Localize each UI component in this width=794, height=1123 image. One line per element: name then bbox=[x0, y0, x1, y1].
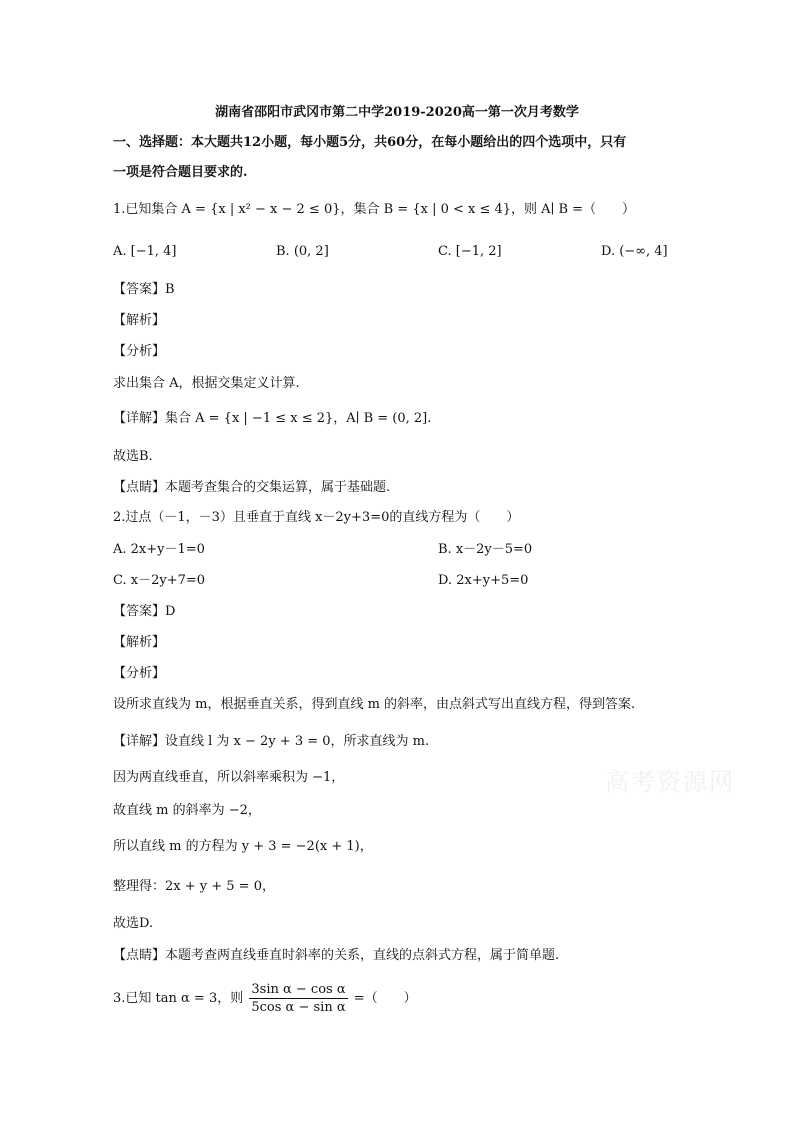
q1-option-b: B. (0, 2] bbox=[276, 244, 329, 259]
section-heading-line2: 一项是符合题目要求的. bbox=[113, 165, 248, 180]
q3-stem bbox=[113, 981, 417, 1017]
q1-option-c: C. [−1, 2] bbox=[438, 244, 502, 259]
q1-detail: 【详解】集合 A = {x | −1 ≤ x ≤ 2}，A∣ B = (0, 2]. bbox=[113, 411, 432, 426]
q1-comment: 【点睛】本题考查集合的交集运算，属于基础题. bbox=[113, 480, 391, 495]
q1-stem: 1.已知集合 A = {x | x² − x − 2 ≤ 0}，集合 B = {x | 0 < x ≤ 4}，则 A∣ B =（ ） bbox=[113, 202, 636, 217]
q3-denominator: 5cos α − sin α bbox=[251, 1000, 346, 1015]
q2-fenxi-label: 【分析】 bbox=[113, 666, 166, 681]
q2-option-b: B. x－2y－5=0 bbox=[438, 542, 533, 557]
q1-analysis: 求出集合 A，根据交集定义计算. bbox=[113, 376, 300, 391]
q1-option-d: D. (−∞, 4] bbox=[601, 244, 668, 259]
q3-numerator: 3sin α − cos α bbox=[251, 982, 346, 997]
q1-option-a: A. [−1, 4] bbox=[113, 244, 177, 259]
q1-answer: 【答案】B bbox=[113, 282, 175, 297]
q1-jiexi-label: 【解析】 bbox=[113, 313, 166, 328]
q2-option-c: C. x－2y+7=0 bbox=[113, 573, 206, 588]
q2-option-d: D. 2x+y+5=0 bbox=[438, 573, 529, 588]
q2-jiexi-label: 【解析】 bbox=[113, 635, 166, 650]
q3-fraction bbox=[249, 981, 347, 1016]
q3-suffix: =（ ） bbox=[353, 991, 417, 1006]
q2-answer: 【答案】D bbox=[113, 604, 176, 619]
q2-option-a: A. 2x+y－1=0 bbox=[113, 542, 205, 557]
q1-fenxi-label: 【分析】 bbox=[113, 344, 166, 359]
q2-step-1: 因为两直线垂直，所以斜率乘积为 −1， bbox=[113, 770, 345, 785]
q2-detail: 【详解】设直线 l 为 x − 2y + 3 = 0，所求直线为 m. bbox=[113, 734, 430, 749]
q2-choose: 故选D. bbox=[113, 916, 154, 931]
q2-stem: 2.过点（－1，－3）且垂直于直线 x－2y+3=0的直线方程为（ ） bbox=[113, 510, 520, 525]
q2-comment: 【点睛】本题考查两直线垂直时斜率的关系，直线的点斜式方程，属于简单题. bbox=[113, 948, 560, 963]
page-title: 湖南省邵阳市武冈市第二中学2019-2020高一第一次月考数学 bbox=[215, 105, 579, 120]
q2-step-4: 整理得：2x + y + 5 = 0， bbox=[113, 879, 275, 894]
q2-step-3: 所以直线 m 的方程为 y + 3 = −2(x + 1)， bbox=[113, 839, 373, 854]
section-heading-line1: 一、选择题：本大题共12小题，每小题5分，共60分，在每小题给出的四个选项中，只有 bbox=[113, 135, 627, 150]
q3-prefix: 3.已知 tan α = 3，则 bbox=[113, 991, 244, 1006]
q2-analysis: 设所求直线为 m，根据垂直关系，得到直线 m 的斜率，由点斜式写出直线方程，得到答案. bbox=[113, 697, 636, 712]
q2-step-2: 故直线 m 的斜率为 −2， bbox=[113, 803, 261, 818]
q1-choose: 故选B. bbox=[113, 449, 153, 464]
watermark: 高考资源网 bbox=[605, 768, 735, 796]
